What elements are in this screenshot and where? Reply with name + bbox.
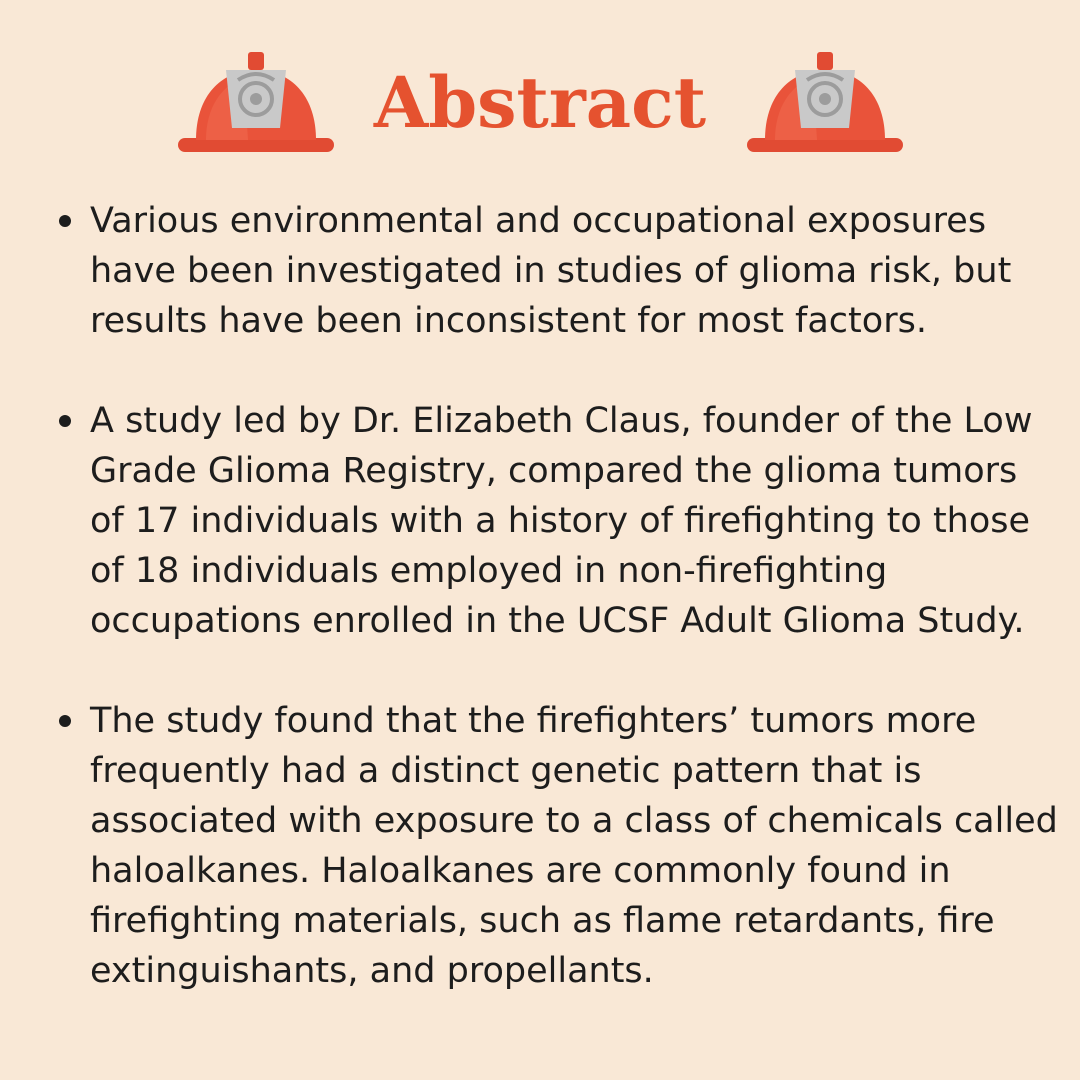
bullet-list [50,196,1060,996]
bullet-item [50,196,1060,346]
bullet-text: The study found that the firefighters’ tumors more frequently had a distinct genetic pattern that is associated with exposure to a class of chemicals called haloalkanes. Haloalkanes are commonly found in firefighting materials, such as flame retardants, fire extinguishants, and propellants. [90,701,1058,991]
bullet-dot [59,215,71,227]
header [0,40,1080,170]
bullet-text: Various environmental and occupational exposures have been investigated in studies of glioma risk, but results have been inconsistent for most factors. [90,201,1012,341]
bullet-dot [59,415,71,427]
bullet-item [50,396,1060,646]
page-title: Abstract [373,61,707,144]
bullet-dot [59,715,71,727]
firefighter-helmet-icon [176,48,336,158]
firefighter-helmet-icon [745,48,905,158]
bullet-text: A study led by Dr. Elizabeth Claus, founder of the Low Grade Glioma Registry, compared the glioma tumors of 17 individuals with a history of firefighting to those of 18 individuals employed in non-firefighting occupations enrolled in the UCSF Adult Glioma Study. [90,401,1033,641]
bullet-item [50,696,1060,996]
